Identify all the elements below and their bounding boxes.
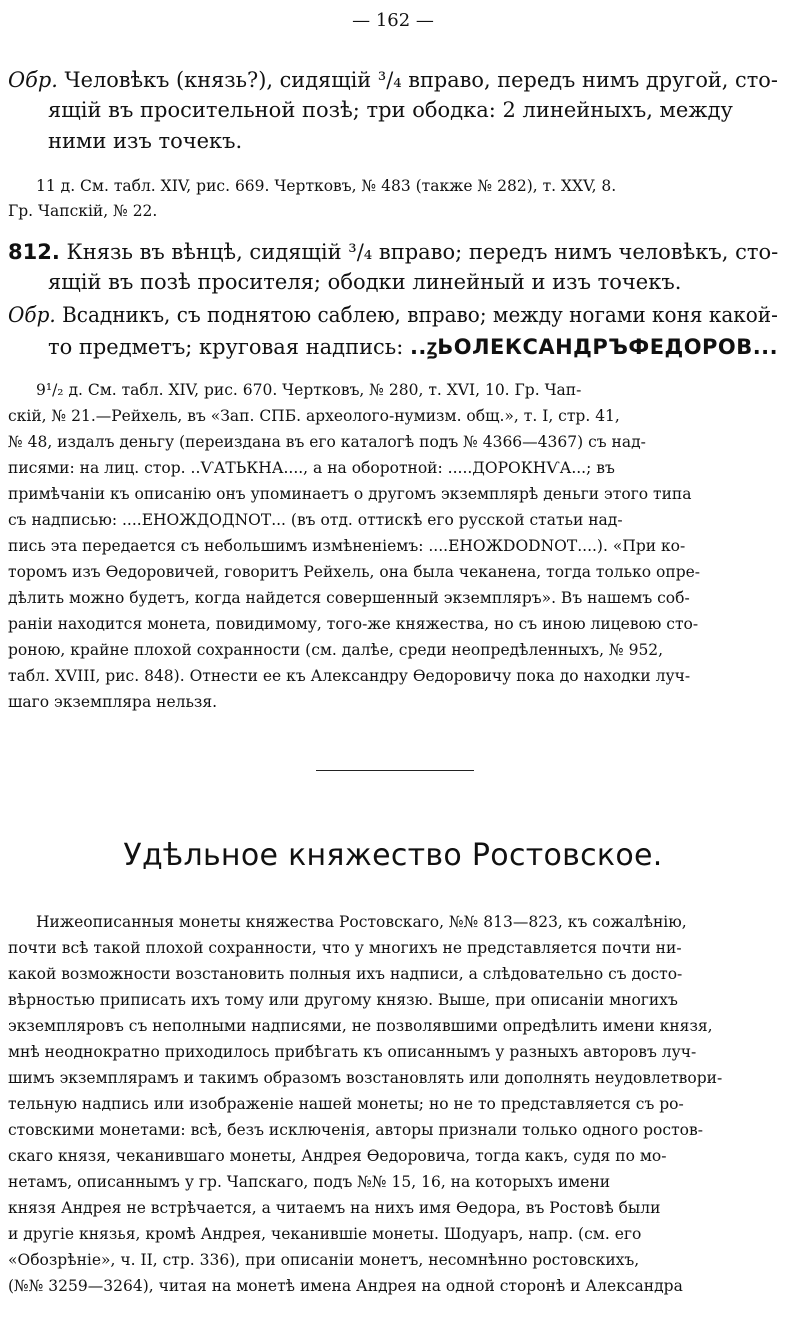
footnote-line: Гр. Чапскій, № 22. [8, 202, 158, 220]
body-line: и другіе князья, кромѣ Андрея, чеканившіе монеты. Шодуаръ, напр. (см. его [8, 1225, 642, 1243]
obverse-label: Обр. [8, 68, 58, 92]
body-line: (№№ 3259—3264), читая на монетѣ имена Андрея на одной сторонѣ и Александра [8, 1277, 683, 1295]
entry-line [8, 240, 778, 264]
body-line: князя Андрея не встрѣчается, а читаемъ на нихъ имя Ѳедора, въ Ростовѣ были [8, 1199, 661, 1217]
body-line: «Обозрѣніе», ч. II, стр. 336), при описаніи монетъ, несомнѣнно ростовскихъ, [8, 1251, 640, 1269]
body-line: почти всѣ такой плохой сохранности, что у многихъ не представляется почти ни- [8, 939, 682, 957]
body-line: шимъ экземплярамъ и такимъ образомъ возстановлять или дополнять неудовлетвори- [8, 1069, 723, 1087]
body-line: какой возможности возстановить полныя ихъ надписи, а слѣдовательно съ досто- [8, 965, 683, 983]
footnote-line: примѣчаніи къ описанію онъ упоминаетъ о другомъ экземплярѣ деньги этого типа [8, 485, 692, 503]
footnote-line: скій, № 21.—Рейхель, въ «Зап. СПБ. археолого-нумизм. общ.», т. I, стр. 41, [8, 407, 620, 425]
text-line: Князь въ вѣнцѣ, сидящій ³/₄ вправо; передъ нимъ человѣкъ, сто- [66, 240, 779, 264]
obverse-line [8, 68, 778, 92]
text-line: то предметъ; круговая надпись: [48, 335, 410, 359]
footnote-line: съ надписью: ....ЕНОЖДОДNОТ... (въ отд. оттискѣ его русской статьи над- [8, 511, 623, 529]
coin-legend: ..ꙁЬОЛЕКСАНДРЪФЕДОРОВ... [409, 335, 779, 359]
footnote-line: табл. XVIII, рис. 848). Отнести ее къ Александру Ѳедоровичу пока до находки луч- [8, 667, 691, 685]
body-line: тельную надпись или изображеніе нашей монеты; но не то представляется съ ро- [8, 1095, 684, 1113]
footnote-line: 11 д. См. табл. XIV, рис. 669. Чертковъ, № 483 (также № 282), т. XXV, 8. [36, 177, 617, 195]
text-line: ящій въ просительной позѣ; три ободка: 2 линейныхъ, между [48, 98, 733, 122]
footnote-line: шаго экземпляра нельзя. [8, 693, 218, 711]
footnote-line: роною, крайне плохой сохранности (см. далѣе, среди неопредѣленныхъ, № 952, [8, 641, 664, 659]
footnote-line: № 48, издалъ деньгу (переиздана въ его каталогѣ подъ № 4366—4367) съ над- [8, 433, 646, 451]
body-line: мнѣ неоднократно приходилось прибѣгать къ описаннымъ у разныхъ авторовъ луч- [8, 1043, 697, 1061]
entry-number: 812. [8, 240, 60, 264]
legend-line [48, 333, 778, 361]
body-line: скаго князя, чеканившаго монеты, Андрея Ѳедоровича, тогда какъ, судя по мо- [8, 1147, 667, 1165]
body-line: экземпляровъ съ неполными надписями, не позволявшими опредѣлить имени князя, [8, 1017, 713, 1035]
footnote-line: дѣлить можно будетъ, когда найдется совершенный экземпляръ». Въ нашемъ соб- [8, 589, 690, 607]
body-line: Нижеописанныя монеты княжества Ростовскаго, №№ 813—823, къ сожалѣнію, [36, 913, 687, 931]
text-line: ящій въ позѣ просителя; ободки линейный и изъ точекъ. [48, 270, 682, 294]
section-heading: Удѣльное княжество Ростовское. [123, 838, 663, 873]
body-line: вѣрностью приписать ихъ тому или другому князю. Выше, при описаніи многихъ [8, 991, 678, 1009]
obverse-line [8, 303, 778, 327]
text-line: Человѣкъ (князь?), сидящій ³/₄ вправо, передъ нимъ другой, сто- [64, 68, 778, 92]
text-line: Всадникъ, съ поднятою саблею, вправо; между ногами коня какой- [62, 303, 778, 327]
page-number: — 162 — [352, 10, 434, 31]
section-divider [316, 770, 474, 771]
footnote-line: торомъ изъ Ѳедоровичей, говоритъ Рейхель, она была чеканена, тогда только опре- [8, 563, 701, 581]
footnote-line: раніи находится монета, повидимому, того-же княжества, но съ иною лицевою сто- [8, 615, 699, 633]
footnote-line: 9¹/₂ д. См. табл. XIV, рис. 670. Чертковъ, № 280, т. XVI, 10. Гр. Чап- [36, 381, 582, 399]
footnote-line: писями: на лиц. стор. ..ѴАТЬКНА...., а на оборотной: .....ДОРОКНѴА...; въ [8, 459, 615, 477]
text-line: ними изъ точекъ. [48, 129, 243, 153]
body-line: стовскими монетами: всѣ, безъ исключенія, авторы признали только одного ростов- [8, 1121, 703, 1139]
obverse-label: Обр. [8, 303, 56, 327]
footnote-line: пись эта передается съ небольшимъ измѣненіемъ: ....ЕНОЖDОDNОТ....). «При ко- [8, 537, 686, 555]
body-line: нетамъ, описаннымъ у гр. Чапскаго, подъ №№ 15, 16, на которыхъ имени [8, 1173, 611, 1191]
